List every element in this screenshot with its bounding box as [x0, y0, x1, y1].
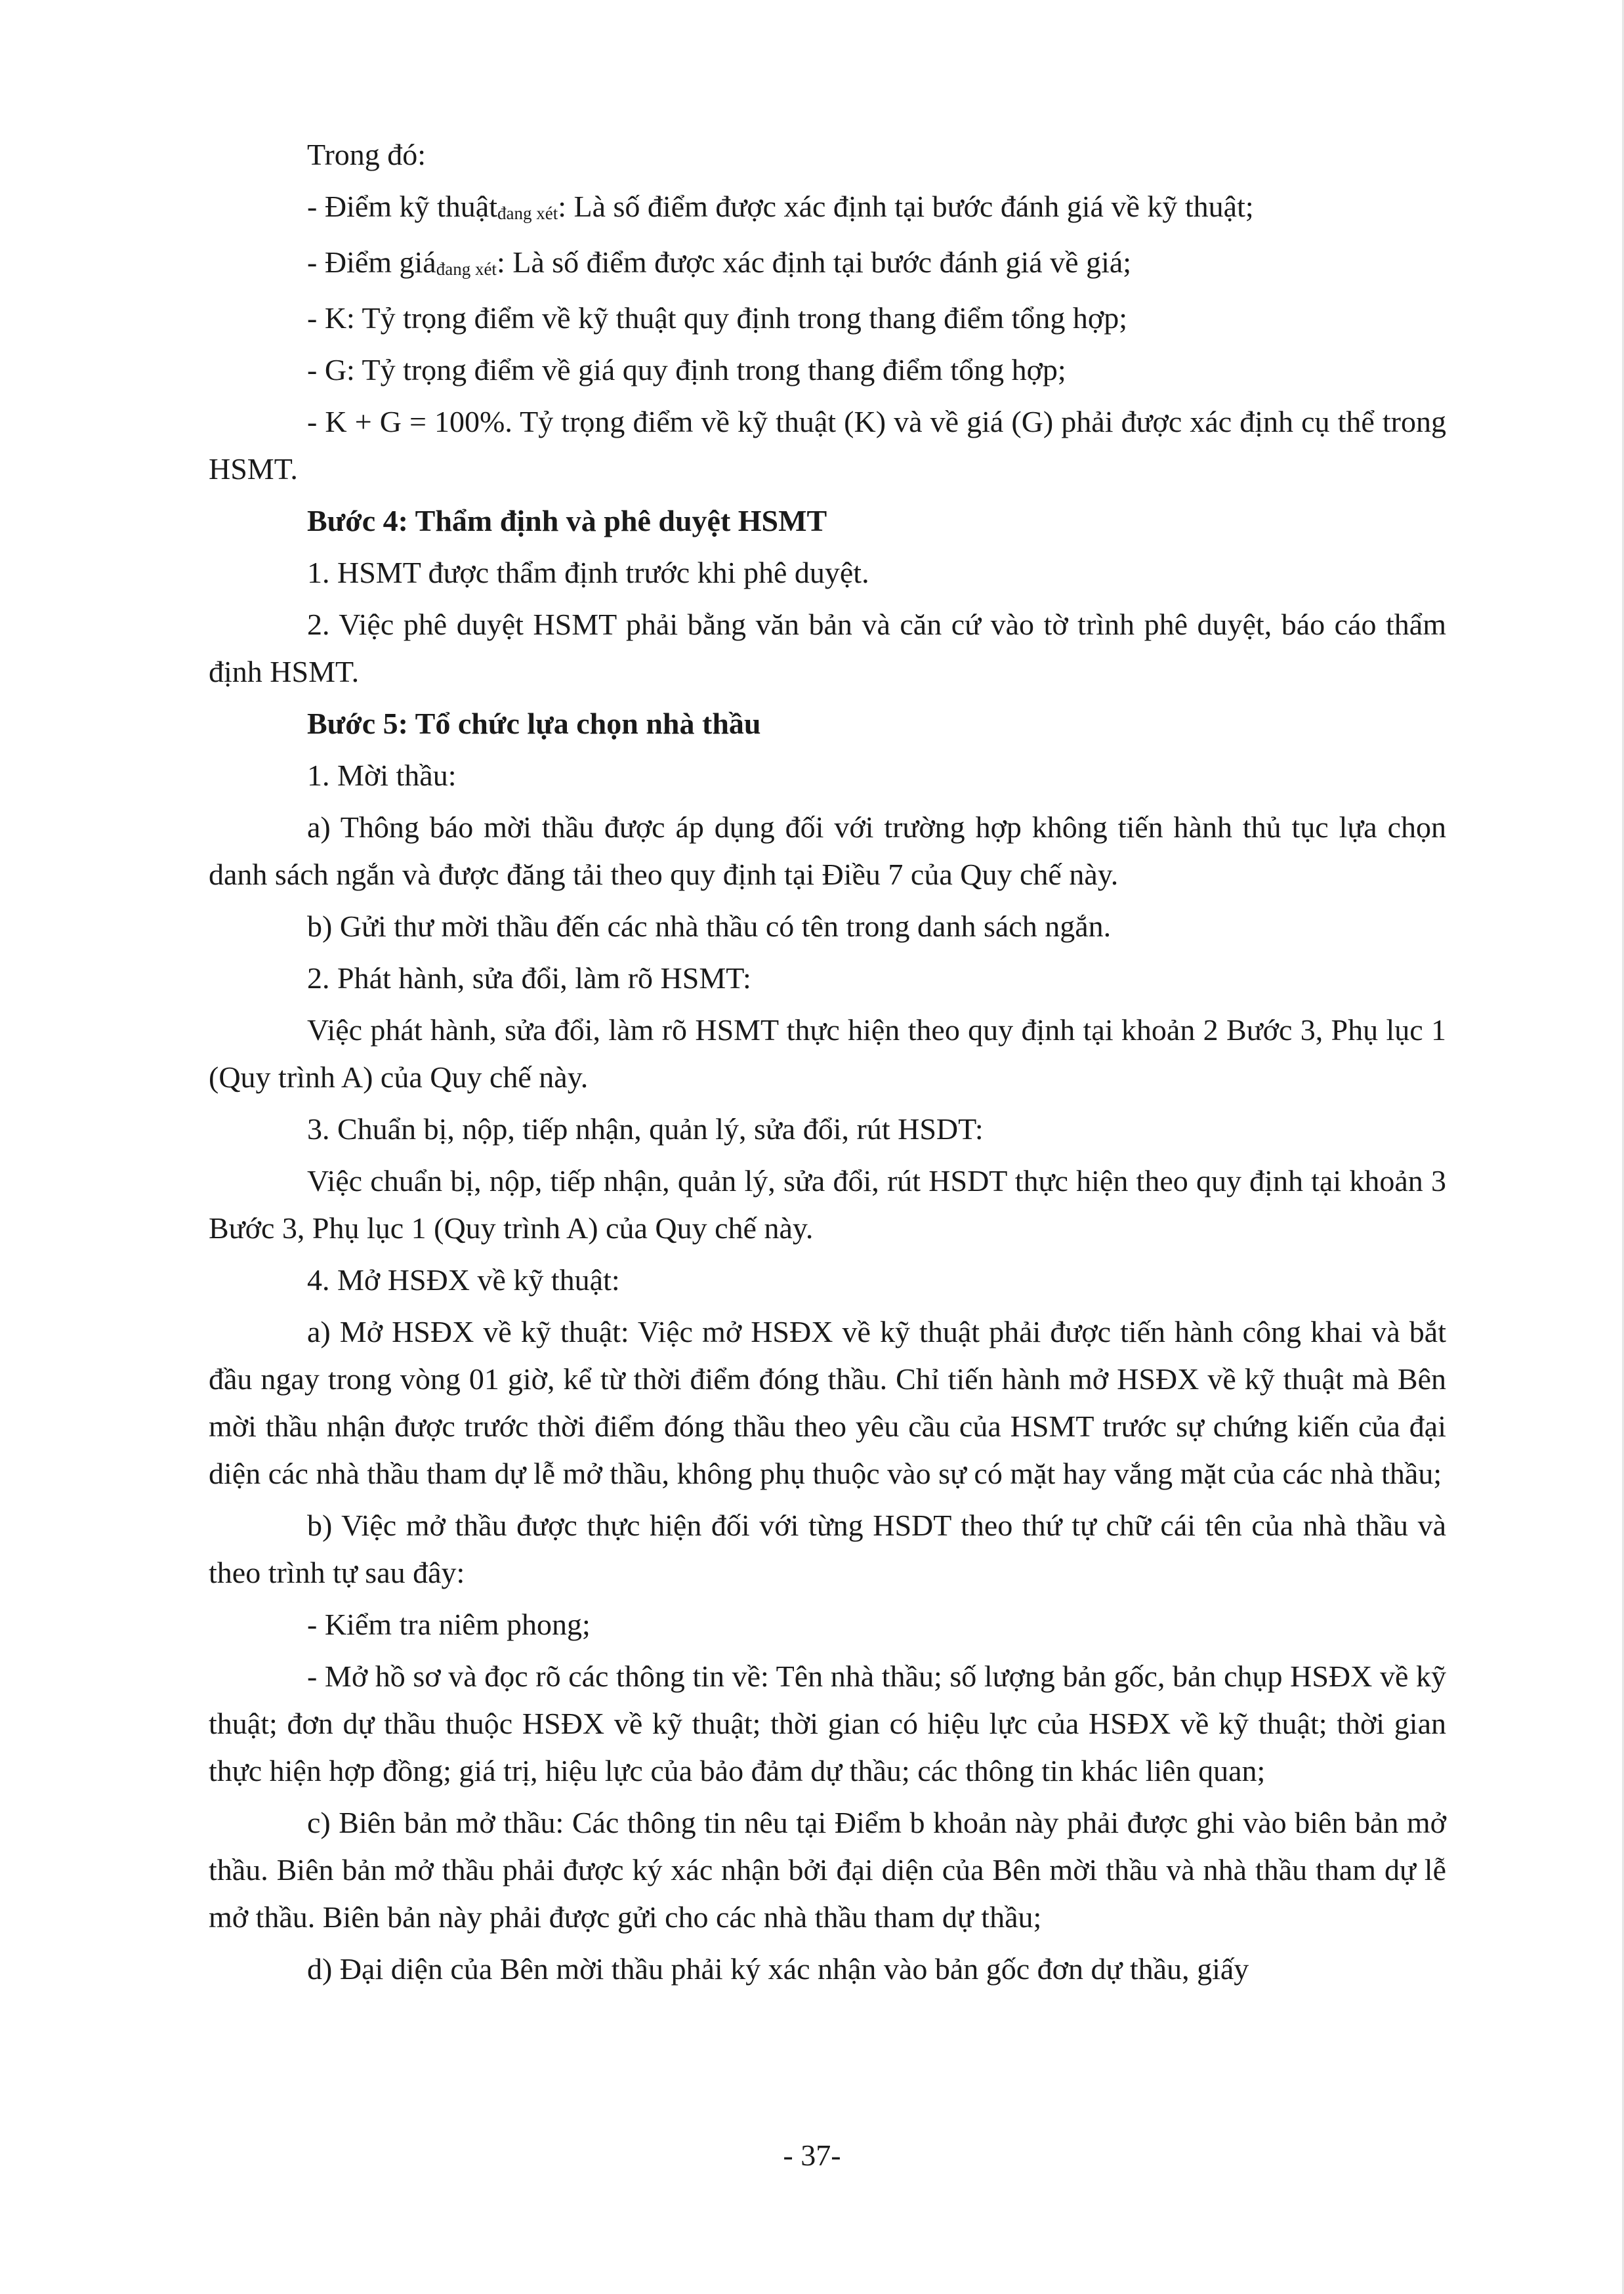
paragraph-mo-hsdx-c: c) Biên bản mở thầu: Các thông tin nêu tại Điểm b khoản này phải được ghi vào biên bản mở thầu. Biên bản mở thầu phải được ký xác nhận bởi đại diện của Bên mời thầu và nhà thầu tham dự lễ mở thầu. Biên bản này phải được gửi cho các nhà thầu tham dự thầu;: [209, 1806, 1446, 1934]
page-number: - 37-: [783, 2138, 841, 2172]
paragraph-kg-sum: - K + G = 100%. Tỷ trọng điểm về kỹ thuật (K) và về giá (G) phải được xác định cụ thể trong HSMT.: [209, 405, 1446, 486]
document-body: [209, 131, 1446, 1997]
paragraph-trong-do: Trong đó:: [307, 138, 427, 171]
paragraph-moi-thau: 1. Mời thầu:: [307, 759, 457, 792]
subscript: đang xét: [436, 259, 497, 279]
paragraph-moi-thau-b: b) Gửi thư mời thầu đến các nhà thầu có tên trong danh sách ngắn.: [307, 909, 1112, 943]
heading-buoc-5: Bước 5: Tổ chức lựa chọn nhà thầu: [307, 707, 761, 740]
paragraph-mo-hsdx-a: a) Mở HSĐX về kỹ thuật: Việc mở HSĐX về kỹ thuật phải được tiến hành công khai và bắt đầu ngay trong vòng 01 giờ, kể từ thời điểm đóng thầu. Chỉ tiến hành mở HSĐX về kỹ thuật mà Bên mời thầu nhận được trước thời điểm đóng thầu theo yêu cầu của HSMT trước sự chứng kiến của đại diện các nhà thầu tham dự lễ mở thầu, không phụ thuộc vào sự có mặt hay vắng mặt của các nhà thầu;: [209, 1315, 1446, 1490]
paragraph-chuan-bi-text: Việc chuẩn bị, nộp, tiếp nhận, quản lý, sửa đổi, rút HSDT thực hiện theo quy định tại khoản 3 Bước 3, Phụ lục 1 (Quy trình A) của Quy chế này.: [209, 1164, 1446, 1245]
subscript: đang xét: [497, 203, 558, 223]
paragraph-mo-hsdx-b: b) Việc mở thầu được thực hiện đối với từng HSDT theo thứ tự chữ cái tên của nhà thầu và theo trình tự sau đây:: [209, 1509, 1446, 1589]
paragraph-g-definition: - G: Tỷ trọng điểm về giá quy định trong thang điểm tổng hợp;: [307, 353, 1066, 386]
heading-buoc-4: Bước 4: Thẩm định và phê duyệt HSMT: [307, 504, 827, 537]
paragraph-phat-hanh-text: Việc phát hành, sửa đổi, làm rõ HSMT thực hiện theo quy định tại khoản 2 Bước 3, Phụ lục 1 (Quy trình A) của Quy chế này.: [209, 1013, 1446, 1094]
text: - Điểm kỹ thuật: [307, 190, 497, 223]
paragraph-diem-gia: [209, 239, 1446, 290]
paragraph-kiem-tra: - Kiểm tra niêm phong;: [307, 1608, 591, 1641]
paragraph-mo-hsdx: 4. Mở HSĐX về kỹ thuật:: [307, 1263, 620, 1297]
paragraph-diem-ky-thuat: [209, 183, 1446, 234]
paragraph-mo-hsdx-d: d) Đại diện của Bên mời thầu phải ký xác nhận vào bản gốc đơn dự thầu, giấy: [307, 1952, 1249, 1986]
paragraph-chuan-bi: 3. Chuẩn bị, nộp, tiếp nhận, quản lý, sửa đổi, rút HSDT:: [307, 1112, 984, 1146]
text: : Là số điểm được xác định tại bước đánh giá về giá;: [496, 245, 1132, 279]
text: - Điểm giá: [307, 245, 436, 279]
paragraph-k-definition: - K: Tỷ trọng điểm về kỹ thuật quy định trong thang điểm tổng hợp;: [307, 301, 1127, 335]
paragraph-phat-hanh: 2. Phát hành, sửa đổi, làm rõ HSMT:: [307, 961, 751, 995]
paragraph-buoc4-item1: 1. HSMT được thẩm định trước khi phê duyệt.: [307, 556, 869, 589]
paragraph-mo-ho-so: - Mở hồ sơ và đọc rõ các thông tin về: Tên nhà thầu; số lượng bản gốc, bản chụp HSĐX về kỹ thuật; đơn dự thầu thuộc HSĐX về kỹ thuật; thời gian có hiệu lực của HSĐX về kỹ thuật; thời gian thực hiện hợp đồng; giá trị, hiệu lực của bảo đảm dự thầu; các thông tin khác liên quan;: [209, 1659, 1446, 1787]
paragraph-moi-thau-a: a) Thông báo mời thầu được áp dụng đối với trường hợp không tiến hành thủ tục lựa chọn danh sách ngắn và được đăng tải theo quy định tại Điều 7 của Quy chế này.: [209, 810, 1446, 891]
text: : Là số điểm được xác định tại bước đánh giá về kỹ thuật;: [558, 190, 1254, 223]
paragraph-buoc4-item2: 2. Việc phê duyệt HSMT phải bằng văn bản và căn cứ vào tờ trình phê duyệt, báo cáo thẩm định HSMT.: [209, 608, 1446, 688]
